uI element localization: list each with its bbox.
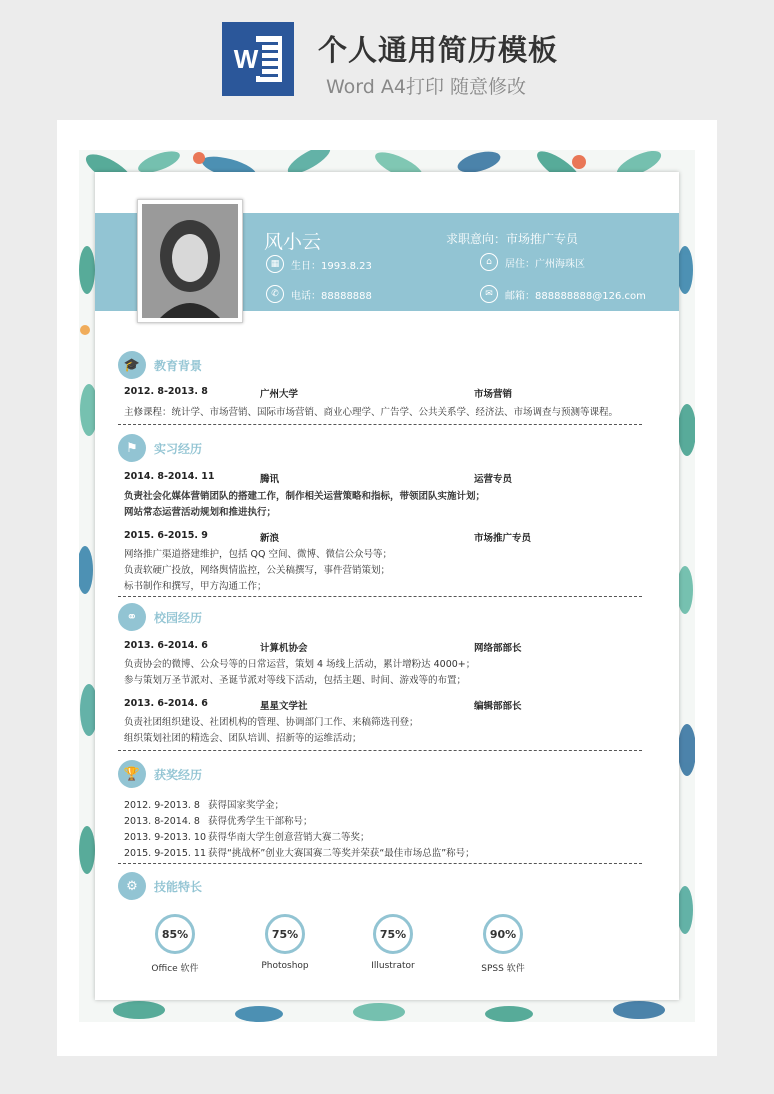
- mail-icon: ✉: [480, 285, 498, 303]
- email-info: [480, 284, 646, 304]
- award-row: [124, 813, 313, 827]
- education-school: 广州大学: [260, 389, 299, 400]
- skill-item: [240, 914, 330, 971]
- skill-label: Photoshop: [261, 961, 309, 971]
- internship-role: 运营专员: [474, 474, 513, 485]
- awards-header: [118, 760, 202, 788]
- page-header: [0, 0, 774, 118]
- campus-line: 负责协会的微博、公众号等的日常运营，策划 4 场线上活动，累计增粉达 4000+；: [124, 659, 476, 670]
- award-text: 获得优秀学生干部称号；: [208, 816, 313, 827]
- award-text: 获得“挑战杯”创业大赛国赛二等奖并荣获“最佳市场总监”称号；: [208, 848, 475, 859]
- award-row: [124, 829, 370, 843]
- skills-title: 技能特长: [154, 879, 203, 894]
- divider: [118, 863, 642, 864]
- internship-title: 实习经历: [154, 441, 203, 456]
- internship-header: [118, 434, 202, 462]
- skill-percent: 85%: [155, 914, 195, 954]
- internship-org: 腾讯: [260, 474, 280, 485]
- skill-label: SPSS 软件: [481, 964, 525, 974]
- internship-role: 市场推广专员: [474, 533, 532, 544]
- campus-role: 编辑部部长: [474, 701, 522, 712]
- residence-info: [480, 252, 585, 272]
- email-text: 邮箱：888888888@126.com: [505, 290, 646, 302]
- awards-title: 获奖经历: [154, 767, 203, 782]
- divider: [118, 750, 642, 751]
- internship-org: 新浪: [260, 533, 280, 544]
- award-row: [124, 845, 475, 859]
- birthday-text: 生日：1993.8.23: [291, 260, 372, 272]
- award-text: 获得华南大学生创意营销大赛二等奖；: [208, 832, 370, 843]
- internship-date: 2015. 6-2015. 9: [124, 530, 208, 541]
- campus-role: 网络部部长: [474, 643, 522, 654]
- svg-text:W: W: [233, 44, 259, 74]
- candidate-name: 风小云: [264, 231, 322, 253]
- job-target: 求职意向：市场推广专员: [446, 232, 579, 246]
- education-courses: 主修课程：统计学、市场营销、国际市场营销、商业心理学、广告学、公共关系学、经济法、市场调查与预测等课程。: [124, 407, 619, 418]
- skill-item: [130, 914, 220, 974]
- divider: [118, 596, 642, 597]
- campus-line: 负责社团组织建设、社团机构的管理、协调部门工作、来稿筛选刊登；: [124, 717, 419, 728]
- campus-org: 星星文学社: [260, 701, 308, 712]
- skills-header: [118, 872, 202, 900]
- word-icon: [222, 22, 294, 96]
- campus-line: 参与策划万圣节派对、圣诞节派对等线下活动，包括主题、时间、游戏等的布置；: [124, 675, 467, 686]
- award-text: 获得国家奖学金；: [208, 800, 285, 811]
- campus-line: 组织策划社团的精选会、团队培训、招新等的运维活动；: [124, 733, 362, 744]
- internship-date: 2014. 8-2014. 11: [124, 471, 215, 482]
- skill-percent: 75%: [265, 914, 305, 954]
- phone-info: [266, 284, 372, 304]
- award-date: 2013. 9-2013. 10: [124, 832, 206, 843]
- campus-org: 计算机协会: [260, 643, 308, 654]
- birthday-info: [266, 254, 372, 274]
- skill-label: Illustrator: [371, 961, 415, 971]
- education-header: [118, 351, 202, 379]
- home-icon: ⌂: [480, 253, 498, 271]
- award-row: [124, 797, 284, 811]
- award-date: 2013. 8-2014. 8: [124, 816, 200, 827]
- skill-item: [458, 914, 548, 974]
- skill-percent: 90%: [483, 914, 523, 954]
- skill-percent: 75%: [373, 914, 413, 954]
- residence-text: 居住：广州海珠区: [505, 258, 585, 270]
- internship-line: 负责社会化媒体营销团队的搭建工作，制作相关运营策略和指标，带领团队实施计划；: [124, 491, 486, 502]
- campus-date: 2013. 6-2014. 6: [124, 640, 208, 651]
- briefcase-icon: ⚑: [118, 434, 146, 462]
- education-date: 2012. 8-2013. 8: [124, 386, 208, 397]
- campus-title: 校园经历: [154, 610, 203, 625]
- graduation-cap-icon: 🎓: [118, 351, 146, 379]
- education-major: 市场营销: [474, 389, 513, 400]
- gear-icon: ⚙: [118, 872, 146, 900]
- group-icon: ⚭: [118, 603, 146, 631]
- calendar-icon: ▦: [266, 255, 284, 273]
- internship-line: 负责软硬广投放，网络舆情监控，公关稿撰写，事件营销策划；: [124, 565, 391, 576]
- award-date: 2015. 9-2015. 11: [124, 848, 206, 859]
- skill-item: [348, 914, 438, 971]
- phone-icon: ✆: [266, 285, 284, 303]
- phone-text: 电话：88888888: [291, 290, 372, 302]
- divider: [118, 424, 642, 425]
- internship-line: 网络推广渠道搭建维护，包括 QQ 空间、微博、微信公众号等；: [124, 549, 392, 560]
- internship-line: 标书制作和撰写，甲方沟通工作；: [124, 581, 267, 592]
- campus-header: [118, 603, 202, 631]
- page-subtitle: Word A4打印 随意修改: [326, 76, 527, 98]
- education-title: 教育背景: [154, 358, 203, 373]
- skill-label: Office 软件: [151, 964, 199, 974]
- profile-photo: [142, 204, 238, 318]
- page-title: 个人通用简历模板: [318, 33, 559, 67]
- campus-date: 2013. 6-2014. 6: [124, 698, 208, 709]
- internship-line: 网站常态运营活动规划和推进执行；: [124, 507, 277, 518]
- profile-photo-frame: [137, 199, 243, 323]
- trophy-icon: 🏆: [118, 760, 146, 788]
- award-date: 2012. 9-2013. 8: [124, 800, 200, 811]
